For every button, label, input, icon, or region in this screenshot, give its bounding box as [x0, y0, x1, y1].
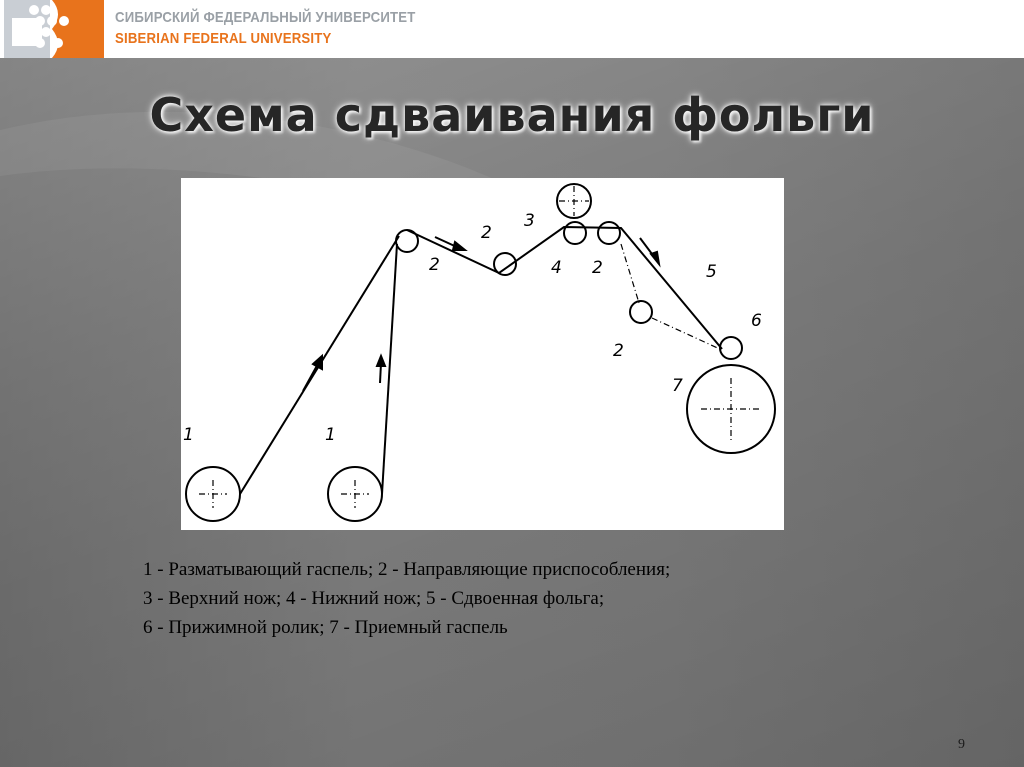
university-name-ru: СИБИРСКИЙ ФЕДЕРАЛЬНЫЙ УНИВЕРСИТЕТ	[115, 9, 416, 26]
label-1a: 1	[183, 425, 194, 445]
guide-roller-d	[630, 301, 652, 323]
label-2b: 2	[481, 223, 492, 243]
slide-area	[0, 58, 1024, 767]
label-1b: 1	[325, 425, 336, 445]
label-3: 3	[524, 211, 535, 231]
diagram-svg	[181, 178, 784, 530]
page-number: 9	[958, 737, 965, 752]
label-6: 6	[751, 311, 762, 331]
guide-roller-c	[598, 222, 620, 244]
label-7: 7	[672, 376, 683, 396]
university-name-en: SIBERIAN FEDERAL UNIVERSITY	[115, 30, 332, 47]
sfu-logo-icon	[4, 0, 104, 58]
label-2a: 2	[429, 255, 440, 275]
label-2d: 2	[613, 341, 624, 361]
diagram-legend	[143, 555, 903, 642]
legend-line-2: 3 - Верхний нож; 4 - Нижний нож; 5 - Сдвоенная фольга;	[143, 588, 605, 609]
label-4: 4	[551, 258, 562, 278]
legend-line-1: 1 - Разматывающий гаспель; 2 - Направляющие приспособления;	[143, 559, 671, 580]
lower-knife-4	[564, 222, 586, 244]
slide-title: Схема сдваивания фольги	[149, 88, 875, 142]
foil-strand-right	[382, 244, 397, 494]
header-bar	[0, 0, 1024, 58]
foil-doubling-diagram	[181, 178, 784, 530]
legend-line-3: 6 - Прижимной ролик; 7 - Приемный гаспель	[143, 617, 508, 638]
label-5: 5	[706, 262, 717, 282]
label-2c: 2	[592, 258, 603, 278]
press-roller-6	[720, 337, 742, 359]
